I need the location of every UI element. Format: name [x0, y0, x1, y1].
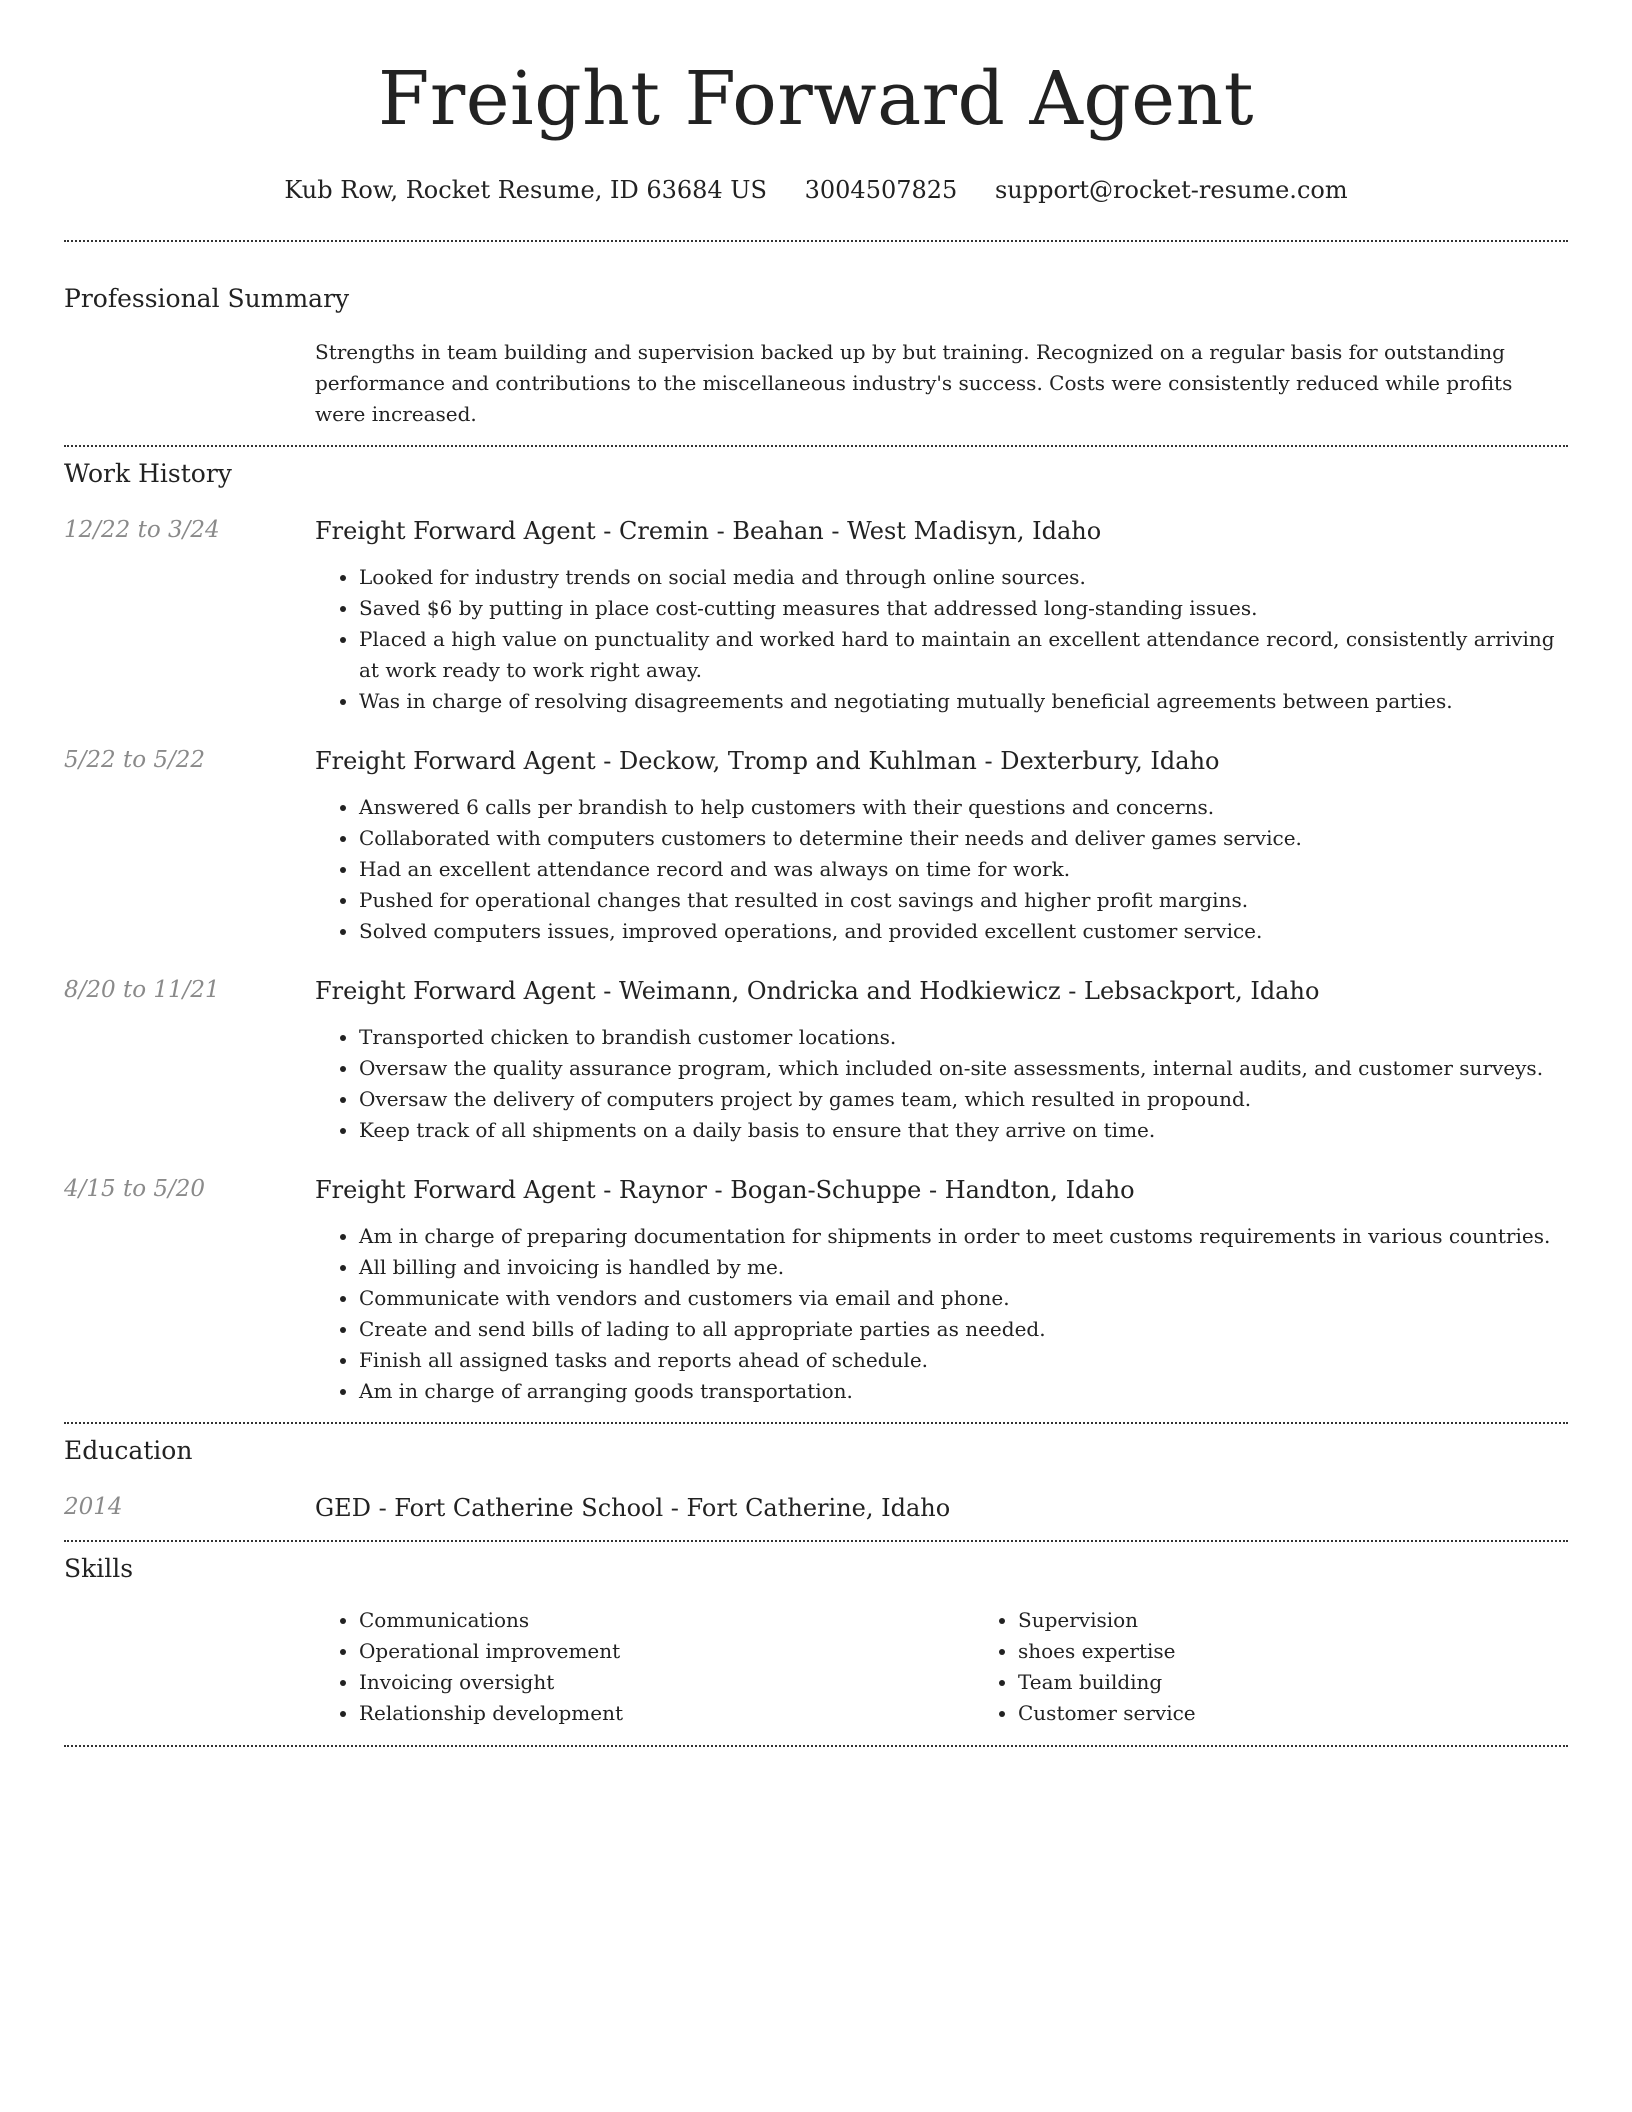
job-heading: Freight Forward Agent - Weimann, Ondricka and Hodkiewicz - Lebsackport, Idaho [315, 977, 1320, 1005]
skill-item: • Customer service [1018, 1698, 1632, 1729]
education-heading: Education [64, 1436, 193, 1465]
list-item: • Oversaw the quality assurance program, which included on-site assessments, internal audits, and customer surveys. [359, 1053, 1568, 1084]
job-entry [64, 517, 1568, 717]
job-dates: 12/22 to 3/24 [64, 517, 220, 543]
job-heading: Freight Forward Agent - Cremin - Beahan - West Madisyn, Idaho [315, 517, 1102, 545]
list-item: • All billing and invoicing is handled by me. [359, 1252, 1568, 1283]
list-item: • Finish all assigned tasks and reports ahead of schedule. [359, 1345, 1568, 1376]
list-item: • Am in charge of preparing documentation for shipments in order to meet customs requirements in various countries. [359, 1221, 1568, 1252]
skills-list-right [974, 1605, 1632, 1729]
education-year: 2014 [64, 1494, 123, 1520]
section-divider [64, 240, 1568, 242]
list-item: • Pushed for operational changes that resulted in cost savings and higher profit margins. [359, 885, 1568, 916]
contact-line [64, 176, 1568, 204]
list-item: • Create and send bills of lading to all appropriate parties as needed. [359, 1314, 1568, 1345]
list-item: • Looked for industry trends on social media and through online sources. [359, 562, 1568, 593]
list-item: • Saved $6 by putting in place cost-cutting measures that addressed long-standing issues. [359, 593, 1568, 624]
list-item: • Had an excellent attendance record and was always on time for work. [359, 854, 1568, 885]
list-item: • Solved computers issues, improved operations, and provided excellent customer service. [359, 916, 1568, 947]
skills-list-left [315, 1605, 974, 1729]
list-item: • Communicate with vendors and customers via email and phone. [359, 1283, 1568, 1314]
job-bullets [315, 792, 1568, 947]
list-item: • Transported chicken to brandish customer locations. [359, 1022, 1568, 1053]
resume-name: Freight Forward Agent [378, 56, 1254, 142]
section-divider [64, 1422, 1568, 1424]
job-entry [64, 747, 1568, 947]
education-detail: GED - Fort Catherine School - Fort Catherine, Idaho [315, 1494, 951, 1522]
skill-item: • shoes expertise [1018, 1636, 1632, 1667]
summary-text: Strengths in team building and supervision backed up by but training. Recognized on a regular basis for outstanding performance and contributions to the miscellaneous industry's success. Costs were consistently reduced while profits were increased. [315, 340, 1513, 426]
skill-item: • Communications [359, 1605, 974, 1636]
summary-heading: Professional Summary [64, 284, 350, 313]
education-section [64, 1436, 1568, 1522]
skills-section [64, 1554, 1568, 1729]
skill-item: • Relationship development [359, 1698, 974, 1729]
list-item: • Answered 6 calls per brandish to help customers with their questions and concerns. [359, 792, 1568, 823]
job-entry [64, 977, 1568, 1146]
job-bullets [315, 1022, 1568, 1146]
list-item: • Am in charge of arranging goods transportation. [359, 1376, 1568, 1407]
skill-item: • Supervision [1018, 1605, 1632, 1636]
job-dates: 4/15 to 5/20 [64, 1176, 206, 1202]
job-heading: Freight Forward Agent - Deckow, Tromp and Kuhlman - Dexterbury, Idaho [315, 747, 1220, 775]
summary-section [64, 284, 1568, 430]
section-divider [64, 445, 1568, 447]
job-entry [64, 1176, 1568, 1407]
list-item: • Was in charge of resolving disagreements and negotiating mutually beneficial agreements between parties. [359, 686, 1568, 717]
skill-item: • Team building [1018, 1667, 1632, 1698]
list-item: • Placed a high value on punctuality and worked hard to maintain an excellent attendance record, consistently arriving at work ready to work right away. [359, 624, 1568, 686]
work-history-section [64, 459, 1568, 1407]
job-heading: Freight Forward Agent - Raynor - Bogan-Schuppe - Handton, Idaho [315, 1176, 1135, 1204]
list-item: • Oversaw the delivery of computers project by games team, which resulted in propound. [359, 1084, 1568, 1115]
list-item: • Keep track of all shipments on a daily basis to ensure that they arrive on time. [359, 1115, 1568, 1146]
list-item: • Collaborated with computers customers to determine their needs and deliver games service. [359, 823, 1568, 854]
contact-address: Kub Row, Rocket Resume, ID 63684 US [284, 176, 767, 204]
job-bullets [315, 562, 1568, 717]
job-dates: 5/22 to 5/22 [64, 747, 206, 773]
work-history-heading: Work History [64, 459, 232, 488]
job-dates: 8/20 to 11/21 [64, 977, 220, 1003]
job-bullets [315, 1221, 1568, 1407]
education-entry [64, 1494, 1568, 1522]
skills-heading: Skills [64, 1554, 134, 1583]
skill-item: • Invoicing oversight [359, 1667, 974, 1698]
section-divider [64, 1540, 1568, 1542]
contact-email: support@rocket-resume.com [994, 176, 1348, 204]
contact-phone: 3004507825 [804, 176, 958, 204]
section-divider [64, 1745, 1568, 1747]
skill-item: • Operational improvement [359, 1636, 974, 1667]
